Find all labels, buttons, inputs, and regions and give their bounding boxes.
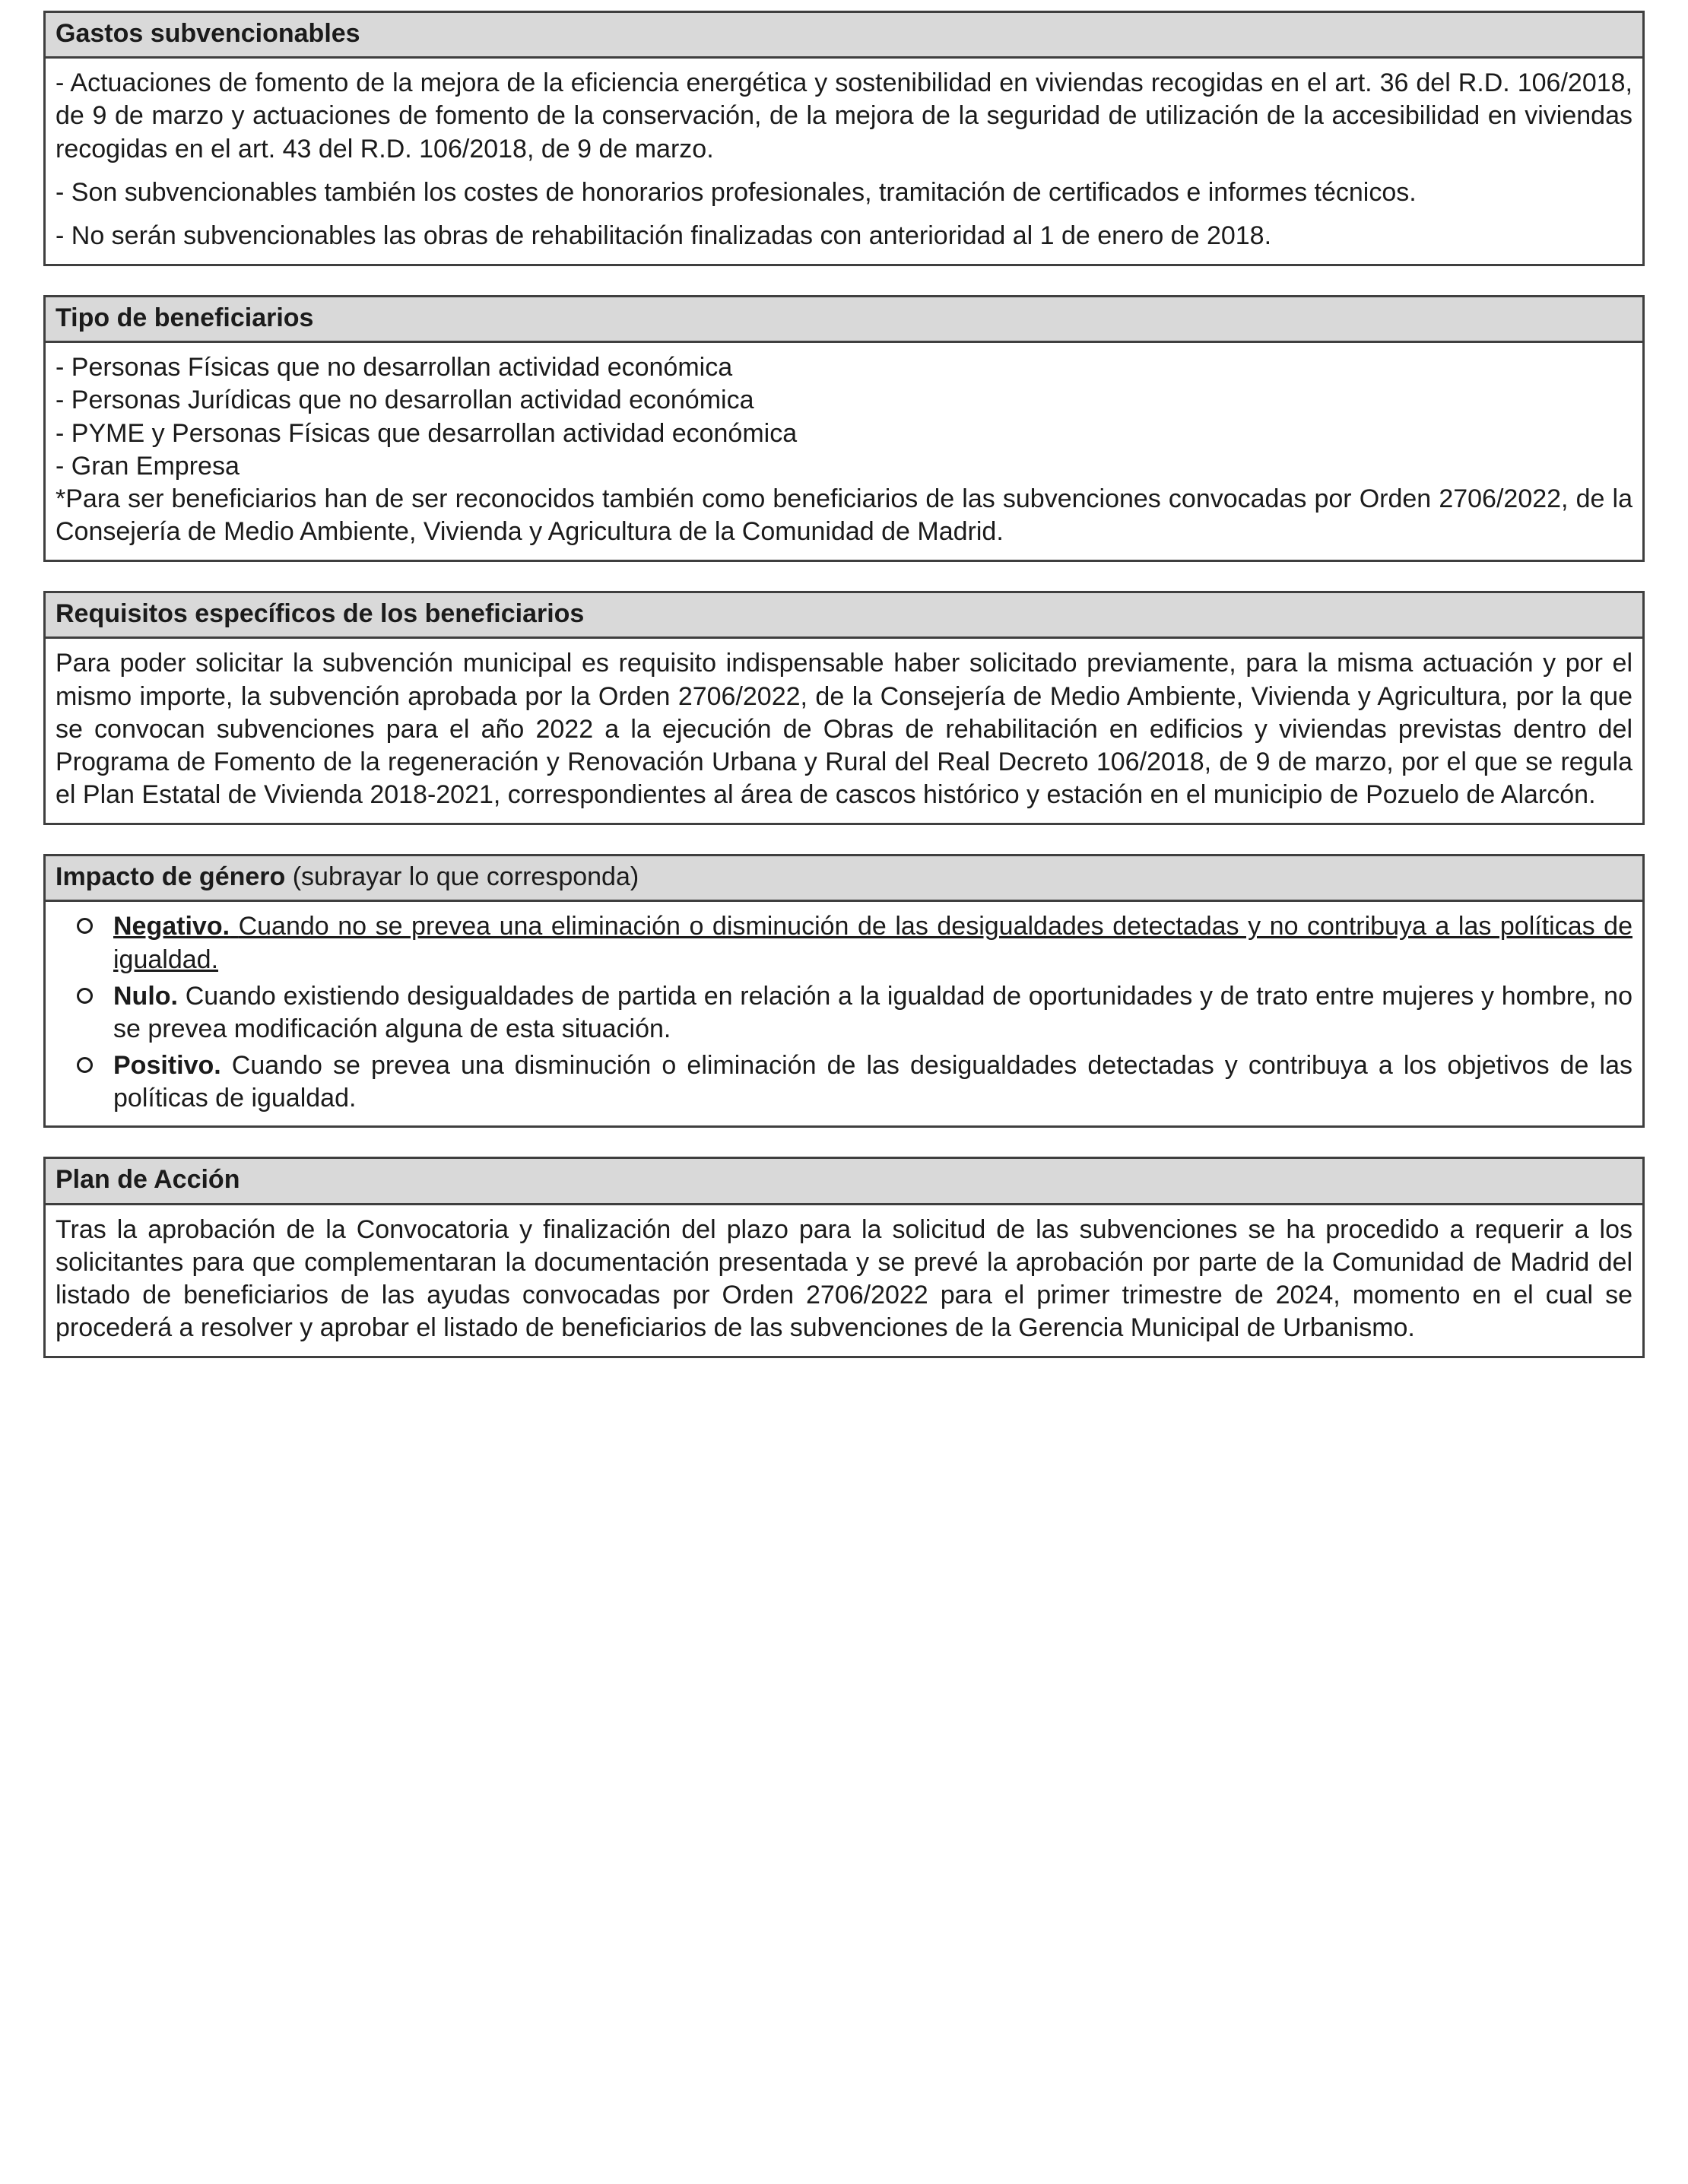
paragraph: - No serán subvencionables las obras de rehabilitación finalizadas con anterioridad al 1 de enero de 2018.	[56, 221, 1272, 250]
section-title-beneficiarios: Tipo de beneficiarios	[56, 303, 314, 333]
section-requisitos-especificos	[43, 591, 1645, 825]
section-title-impacto: Impacto de género	[56, 862, 286, 892]
section-body-impacto	[46, 902, 1642, 1125]
option-text-negativo	[113, 910, 1632, 976]
section-title-gastos: Gastos subvencionables	[56, 19, 360, 48]
section-plan-accion	[43, 1157, 1645, 1358]
paragraph: Tras la aprobación de la Convocatoria y finalización del plazo para la solicitud de las subvenciones se ha procedido a requerir a los solicitantes para que complementaran la documentación presentada y se prevé la aprobación por parte de la Comunidad de Madrid del listado de beneficiarios de las ayudas convocadas por Orden 2706/2022 para el primer trimestre de 2024, momento en el cual se procederá a resolver y aprobar el listado de beneficiarios de las subvenciones de la Gerencia Municipal de Urbanismo.	[56, 1214, 1632, 1343]
section-title-plan: Plan de Acción	[56, 1165, 240, 1195]
radio-circle-icon	[77, 1057, 93, 1073]
radio-circle-icon	[77, 988, 93, 1004]
section-header-beneficiarios	[46, 297, 1642, 343]
list-item: - Personas Físicas que no desarrollan actividad económica	[56, 353, 733, 383]
beneficiarios-note: *Para ser beneficiarios han de ser reconocidos también como beneficiarios de las subvenciones convocadas por Orden 2706/2022, de la Consejería de Medio Ambiente, Vivienda y Agricultura de la Comunidad de Madrid.	[56, 484, 1632, 547]
option-label: Positivo.	[113, 1051, 221, 1081]
gender-impact-option-positivo	[56, 1049, 1632, 1115]
option-text-positivo	[113, 1049, 1632, 1115]
paragraph: - Actuaciones de fomento de la mejora de la eficiencia energética y sostenibilidad en viviendas recogidas en el art. 36 del R.D. 106/2018, de 9 de marzo y actuaciones de fomento de la conservación, de la mejora de la seguridad de utilización de la accesibilidad en viviendas recogidas en el art. 43 del R.D. 106/2018, de 9 de marzo.	[56, 68, 1632, 163]
section-header-impacto	[46, 856, 1642, 902]
section-header-plan	[46, 1159, 1642, 1205]
section-body-beneficiarios	[46, 343, 1642, 560]
option-label: Nulo.	[113, 981, 178, 1011]
section-body-gastos	[46, 59, 1642, 264]
option-description: Cuando no se prevea una eliminación o disminución de las desigualdades detectadas y no contribuya a las políticas de igualdad.	[113, 912, 1632, 974]
section-impacto-genero	[43, 854, 1645, 1128]
gender-impact-option-nulo	[56, 980, 1632, 1046]
list-item: - Personas Jurídicas que no desarrollan actividad económica	[56, 386, 754, 415]
option-text-nulo	[113, 980, 1632, 1046]
list-item: - Gran Empresa	[56, 451, 240, 481]
section-tipo-beneficiarios	[43, 295, 1645, 562]
radio-circle-icon	[77, 918, 93, 934]
section-gastos-subvencionables	[43, 11, 1645, 266]
section-body-requisitos	[46, 639, 1642, 823]
option-label: Negativo.	[113, 912, 230, 941]
section-body-plan	[46, 1205, 1642, 1357]
section-header-requisitos	[46, 593, 1642, 639]
list-item: - PYME y Personas Físicas que desarrollan actividad económica	[56, 418, 798, 448]
gender-impact-option-negativo	[56, 910, 1632, 976]
option-description: Cuando existiendo desigualdades de partida en relación a la igualdad de oportunidades y de trato entre mujeres y hombre, no se prevea modificación alguna de esta situación.	[113, 981, 1632, 1043]
option-description: Cuando se prevea una disminución o eliminación de las desigualdades detectadas y contribuya a los objetivos de las políticas de igualdad.	[113, 1051, 1633, 1113]
paragraph: Para poder solicitar la subvención municipal es requisito indispensable haber solicitado previamente, para la misma actuación y por el mismo importe, la subvención aprobada por la Orden 2706/2022, de la Consejería de Medio Ambiente, Vivienda y Agricultura, por la que se convocan subvenciones para el año 2022 a la ejecución de Obras de rehabilitación en edificios y viviendas previstas dentro del Programa de Fomento de la regeneración y Renovación Urbana y Rural del Real Decreto 106/2018, de 9 de marzo, por el que se regula el Plan Estatal de Vivienda 2018-2021, correspondientes al área de cascos histórico y estación en el municipio de Pozuelo de Alarcón.	[56, 649, 1632, 810]
section-title-impacto-suffix: (subrayar lo que corresponda)	[292, 862, 639, 892]
section-title-requisitos: Requisitos específicos de los beneficiarios	[56, 599, 585, 629]
paragraph: - Son subvencionables también los costes de honorarios profesionales, tramitación de certificados e informes técnicos.	[56, 177, 1417, 207]
section-header-gastos	[46, 13, 1642, 59]
